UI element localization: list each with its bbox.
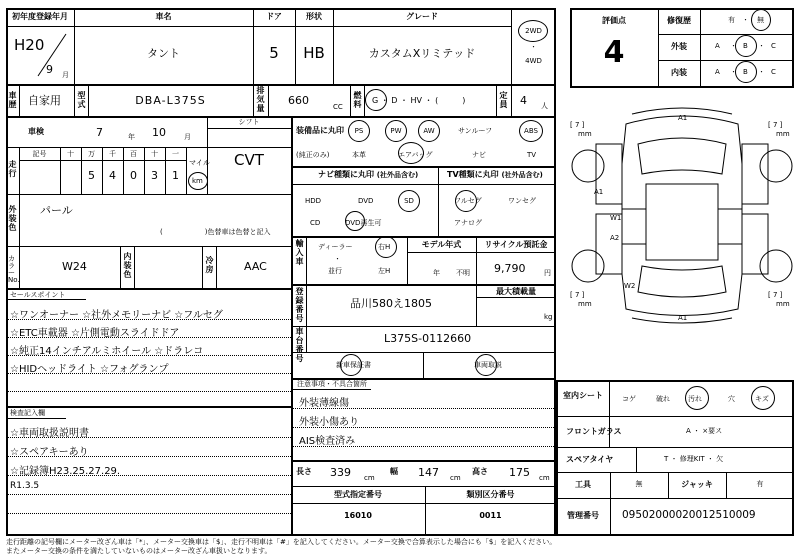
mgmt-value: 09502000020012510009 — [622, 509, 756, 521]
import-label: 輸入車 — [295, 239, 304, 266]
spare-value: T ・ 修理KIT ・ 欠 — [664, 455, 724, 463]
import-parallel: 並行 — [328, 267, 342, 275]
score-label: 評価点 — [602, 16, 626, 25]
digit-header-6: 一 — [172, 150, 179, 158]
tv-label-text: TV種類に丸印 — [447, 170, 499, 179]
fuel-options: G ・ D ・ HV ・ ( ) — [372, 96, 466, 105]
height-unit: cm — [539, 474, 550, 482]
sales-point-line-1: ☆ETC車載器 ☆片側電動スライドドア — [10, 328, 180, 339]
car-name-value: タント — [147, 47, 180, 60]
note-line-0: 外装薄線傷 — [299, 398, 349, 409]
exterior-sep2: ・ — [758, 42, 765, 50]
model-label: 型式 — [77, 91, 86, 109]
inspector-line-1: ☆スペアキーあり — [10, 447, 89, 458]
color-label: 外装色 — [8, 205, 17, 232]
width-value: 147 — [418, 466, 439, 479]
kg-unit: kg — [544, 313, 553, 321]
sales-point-line-2: ☆純正14インチアルミホイール ☆ドラレコ — [10, 346, 204, 357]
import-dot: ・ — [334, 255, 341, 263]
color-note: ( )色替車は色替と記入 — [160, 228, 271, 236]
mark-w1: W1 — [610, 214, 622, 222]
width-label: 幅 — [390, 467, 398, 476]
interior-color-label: 内装色 — [123, 252, 132, 279]
inspection-month: 10 — [152, 126, 166, 139]
first-reg-month: 9 — [46, 63, 53, 76]
navi-label-text: ナビ種類に丸印 — [318, 170, 374, 179]
door-value: 5 — [269, 44, 279, 62]
mark-w2: W2 — [624, 282, 636, 290]
model-value: DBA-L375S — [135, 94, 206, 107]
person-unit: 人 — [541, 102, 548, 110]
yen-unit: 円 — [544, 269, 551, 277]
mark-a2: A2 — [610, 234, 620, 242]
tire-left-top: [ 7 ] — [570, 121, 585, 129]
interior-c: C — [771, 68, 776, 76]
digit-header-5: 十 — [151, 150, 158, 158]
tire-right-top-value: 7 — [772, 121, 778, 129]
cc-unit: CC — [333, 103, 343, 111]
equip-sunroof: サンルーフ — [458, 127, 493, 135]
width-unit: cm — [450, 474, 461, 482]
seat-opt-dirt: 汚れ — [688, 395, 702, 403]
equipment-sub: (純正のみ) — [296, 151, 330, 159]
height-label: 高さ — [472, 467, 488, 476]
repair-yes: 有 — [728, 16, 735, 24]
mileage-label: 走行 — [8, 160, 17, 178]
inspector-line-3: R1.3.5 — [10, 481, 40, 491]
equip-ps: PS — [354, 127, 364, 135]
seat-opt-hole: 穴 — [728, 395, 735, 403]
recycle-value: 9,790 — [494, 262, 526, 275]
equipment-label: 装備品に丸印 — [296, 126, 344, 135]
sales-point-line-0: ☆ワンオーナー ☆社外メモリーナビ ☆フルセグ — [10, 310, 223, 321]
navi-sd: SD — [404, 197, 414, 205]
digit-header-4: 百 — [130, 150, 137, 158]
interior-b: B — [743, 68, 748, 76]
score-value: 4 — [603, 35, 625, 70]
door-label: ドア — [266, 12, 282, 21]
inspector-line-2: ☆記録簿H23.25.27.29. — [10, 466, 121, 477]
digit-0: 5 — [88, 169, 95, 182]
digit-2: 0 — [130, 169, 137, 182]
mark-a1-left: A1 — [594, 188, 604, 196]
tire-right-top-unit: mm — [776, 130, 790, 138]
interior-sep2: ・ — [758, 68, 765, 76]
shift-value: CVT — [234, 151, 264, 169]
drive-4wd: 4WD — [525, 57, 542, 65]
tv-oneseg: ワンセグ — [508, 197, 536, 205]
grade-value: カスタムXリミテッド — [368, 47, 476, 60]
equip-abs: ABS — [524, 127, 538, 135]
grade-label: グレード — [406, 12, 438, 21]
tv-fullseg: フルセグ — [454, 197, 482, 205]
car-name-label: 車名 — [155, 12, 172, 21]
color-code-label: カラー No. — [8, 255, 20, 284]
footer-line-1: 走行距離の記号欄にメーター改ざん車は「*」、メーター交換車は「$」、走行不明車は「#」を記入してください。メーター交換で合算表示した場合にも「$」を記入ください。 — [6, 538, 557, 546]
jack-label: ジャッキ — [681, 480, 713, 489]
drive-2wd: 2WD — [525, 27, 542, 35]
jack-value: 有 — [756, 480, 764, 488]
capacity-value: 4 — [520, 94, 527, 107]
use-value: 自家用 — [28, 94, 61, 107]
shape-label: 形状 — [306, 12, 322, 21]
tire-right-bottom-value: 7 — [772, 291, 778, 299]
mile-label: マイル — [189, 159, 210, 167]
color-value: パール — [40, 204, 73, 217]
navi-cd: CD — [310, 219, 321, 227]
km-label: km — [192, 177, 203, 185]
seat-opt-yabure: 破れ — [656, 395, 670, 403]
tire-left-top-value: 7 — [574, 121, 580, 129]
ac-value: AAC — [244, 260, 267, 273]
displacement-label: 排気量 — [256, 86, 265, 113]
length-value: 339 — [330, 466, 351, 479]
warranty-label: 新車保証書 — [336, 361, 371, 369]
max-load-label: 最大積載量 — [496, 287, 536, 296]
repair-no: 無 — [757, 16, 764, 24]
tire-right-top: [ 7 ] — [768, 121, 783, 129]
exterior-b: B — [743, 42, 748, 50]
digit-header-1: 十 — [67, 150, 74, 158]
navi-hdd: HDD — [305, 197, 322, 205]
import-left: 左H — [378, 267, 391, 275]
glass-value: A ・ ×要ス — [686, 427, 723, 435]
exterior-sep1: ・ — [730, 42, 737, 50]
inspector-label: 検査記入欄 — [10, 409, 45, 417]
mark-a1-top: A1 — [678, 114, 688, 122]
tools-label: 工具 — [575, 480, 591, 489]
equip-tv: TV — [527, 151, 537, 159]
interior-a: A — [715, 68, 720, 76]
digit-3: 3 — [151, 169, 158, 182]
digit-header-2: 万 — [88, 150, 95, 158]
note-line-1: 外装小傷あり — [299, 417, 359, 428]
digit-4: 1 — [172, 169, 179, 182]
tools-value: 無 — [635, 480, 643, 488]
inspection-month-unit: 月 — [184, 133, 191, 141]
navi-label — [318, 171, 418, 179]
tire-left-top-unit: mm — [578, 130, 592, 138]
drive-sep: ・ — [530, 43, 537, 51]
seat-opt-koge: コゲ — [622, 395, 636, 403]
note-line-2: AIS検査済み — [299, 436, 356, 447]
use-label: 車歴 — [8, 91, 17, 109]
navi-label-sub: (社外品含む) — [376, 171, 419, 179]
inspection-year-unit: 年 — [128, 133, 135, 141]
sales-points-label: セールスポイント — [10, 291, 66, 299]
height-value: 175 — [509, 466, 530, 479]
chassis-label: 車台番号 — [295, 327, 304, 363]
recycle-label: リサイクル預託金 — [484, 240, 548, 249]
tv-label-sub: (社外品含む) — [501, 171, 543, 179]
digit-header-3: 千 — [109, 150, 116, 158]
repair-label: 修復歴 — [667, 16, 691, 25]
capacity-label: 定員 — [499, 91, 508, 109]
tv-analog: アナログ — [454, 219, 482, 227]
repair-sep: ・ — [742, 16, 749, 24]
tire-left-bottom: [ 7 ] — [570, 291, 585, 299]
tire-left-bottom-unit: mm — [578, 300, 592, 308]
digit-header-0: 記号 — [32, 150, 47, 158]
tv-label — [447, 171, 543, 179]
model-year-label: モデル年式 — [421, 240, 462, 249]
length-label: 長さ — [296, 467, 312, 476]
interior-label: 内装 — [671, 68, 687, 77]
equip-aw: AW — [423, 127, 435, 135]
class-no-value: 0011 — [479, 511, 502, 520]
footer-line-2: またメーター交換の条件を満たしていないものはメーター改ざん車扱いとなります。 — [6, 547, 272, 555]
glass-label: フロントガラス — [566, 427, 622, 436]
equip-leather: 本革 — [352, 151, 366, 159]
seat-label: 室内シート — [563, 391, 603, 400]
shift-label: シフト — [238, 118, 260, 126]
fuel-label: 燃料 — [353, 91, 362, 109]
tire-left-bottom-value: 7 — [574, 291, 580, 299]
equip-airbag: エアバッグ — [398, 151, 433, 159]
notes-label: 注意事項・不具合箇所 — [297, 380, 367, 388]
ac-label: 冷房 — [205, 256, 214, 274]
displacement-value: 660 — [288, 94, 309, 107]
inspection-year: 7 — [96, 126, 103, 139]
spare-label: スペアタイヤ — [566, 455, 614, 464]
first-reg-label: 初年度登録年月 — [12, 12, 68, 21]
exterior-label: 外装 — [671, 42, 687, 51]
model-year-unit: 年 — [433, 269, 440, 277]
inspection-label: 車検 — [28, 127, 44, 136]
exterior-c: C — [771, 42, 776, 50]
class-no-label: 類別区分番号 — [466, 490, 515, 499]
equip-pw: PW — [390, 127, 402, 135]
exterior-a: A — [715, 42, 720, 50]
equip-navi: ナビ — [472, 151, 486, 159]
type-no-value: 16010 — [344, 511, 372, 520]
navi-dvd-play: DVD再生可 — [345, 219, 382, 227]
type-no-label: 型式指定番号 — [334, 490, 382, 499]
first-reg-era: H20 — [14, 36, 45, 54]
seat-opt-scratch: キズ — [755, 395, 769, 403]
mark-a1-bottom: A1 — [678, 314, 688, 322]
import-right: 右H — [378, 243, 391, 251]
chassis-value: L375S-0112660 — [384, 332, 472, 345]
car-damage-diagram — [566, 104, 798, 326]
interior-sep1: ・ — [730, 68, 737, 76]
digit-1: 4 — [109, 169, 116, 182]
mgmt-label: 管理番号 — [567, 511, 599, 520]
first-reg-month-unit: 月 — [62, 71, 69, 79]
navi-dvd: DVD — [358, 197, 374, 205]
inspector-line-0: ☆車両取扱説明書 — [10, 428, 89, 439]
registration-value: 品川580え1805 — [350, 297, 432, 310]
shape-value: HB — [303, 44, 325, 62]
tire-right-bottom-unit: mm — [776, 300, 790, 308]
manual-label: 車両取説 — [474, 361, 502, 369]
sales-point-line-3: ☆HIDヘッドライト ☆フォグランプ — [10, 364, 169, 375]
import-dealer: ディーラー — [318, 243, 353, 251]
length-unit: cm — [364, 474, 375, 482]
color-code-value: W24 — [62, 260, 87, 273]
registration-label: 登録番号 — [295, 287, 304, 323]
tire-right-bottom: [ 7 ] — [768, 291, 783, 299]
model-year-unknown: 不明 — [456, 269, 470, 277]
